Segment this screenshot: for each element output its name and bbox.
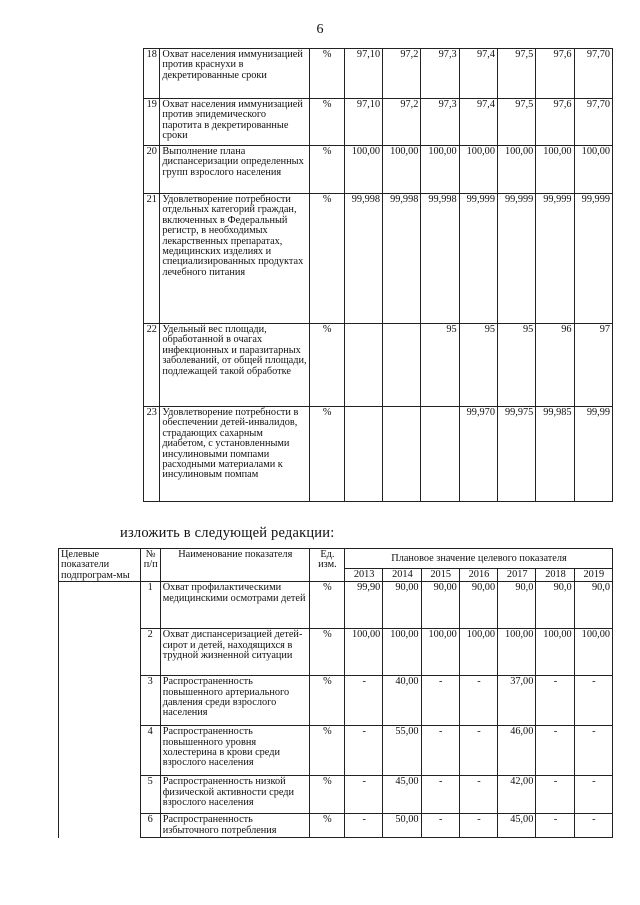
value-cell: - (421, 726, 459, 776)
indicator-name: Удельный вес площади, обработанной в очагах инфекционных и паразитарных заболеваний, от общей площади, подлежащей такой обработке (160, 324, 309, 407)
value-cell: 100,00 (536, 629, 574, 676)
value-cell: 37,00 (498, 676, 536, 726)
value-cell: - (421, 676, 459, 726)
value-cell: 97,6 (536, 99, 574, 146)
value-cell: 97,70 (574, 99, 612, 146)
value-cell: 100,00 (421, 146, 459, 194)
value-cell: - (574, 776, 612, 814)
value-cell: 97,10 (344, 49, 382, 99)
value-cell: 99,998 (421, 194, 459, 324)
value-cell: 99,985 (536, 407, 574, 502)
header-group: Целевые показатели подпрограм-мы (59, 549, 141, 582)
value-cell: 99,99 (574, 407, 612, 502)
value-cell: - (536, 776, 574, 814)
table-row (58, 324, 613, 407)
row-number: 2 (140, 629, 160, 676)
value-cell: 99,998 (383, 194, 421, 324)
header-planned: Плановое значение целевого показателя (345, 549, 613, 569)
row-number: 23 (144, 407, 160, 502)
value-cell: 100,00 (421, 629, 459, 676)
table-row (58, 146, 613, 194)
year-header: 2019 (574, 568, 612, 582)
value-cell: 97,6 (536, 49, 574, 99)
row-number: 6 (140, 814, 160, 838)
indicator-name: Удовлетворение потребности в обеспечении детей-инвалидов, страдающих сахарным диабетом, с установленными инсулиновыми помпами расходными материалами к инсулиновым помпам (160, 407, 309, 502)
group-cell-empty (59, 582, 141, 629)
table-row (59, 776, 613, 814)
value-cell: 95 (421, 324, 459, 407)
value-cell: 100,00 (574, 629, 612, 676)
group-cell-empty (59, 629, 141, 676)
value-cell: 42,00 (498, 776, 536, 814)
year-header: 2014 (383, 568, 421, 582)
group-cell-empty (59, 814, 141, 838)
indicator-name: Распространенность низкой физической активности среди взрослого населения (160, 776, 309, 814)
table-row (59, 582, 613, 629)
value-cell: 99,999 (574, 194, 612, 324)
value-cell: - (345, 676, 383, 726)
value-cell: 95 (459, 324, 497, 407)
value-cell: 99,975 (497, 407, 535, 502)
group-cell-empty (59, 676, 141, 726)
row-number: 18 (144, 49, 160, 99)
table-row (59, 676, 613, 726)
value-cell: 96 (536, 324, 574, 407)
value-cell: 97,4 (459, 99, 497, 146)
year-header: 2018 (536, 568, 574, 582)
value-cell: - (459, 776, 497, 814)
value-cell: - (574, 726, 612, 776)
value-cell: - (345, 776, 383, 814)
value-cell: 90,00 (459, 582, 497, 629)
value-cell: 45,00 (498, 814, 536, 838)
value-cell: 90,0 (536, 582, 574, 629)
row-number: 19 (144, 99, 160, 146)
indicator-name: Распространенность повышенного артериального давления среди взрослого населения (160, 676, 309, 726)
value-cell: 97,3 (421, 49, 459, 99)
row-number: 4 (140, 726, 160, 776)
indicator-name: Охват профилактическими медицинскими осмотрами детей (160, 582, 309, 629)
value-cell: 95 (497, 324, 535, 407)
value-cell: 99,999 (536, 194, 574, 324)
value-cell: 99,970 (459, 407, 497, 502)
table-row (58, 407, 613, 502)
value-cell: - (459, 726, 497, 776)
indicator-name: Удовлетворение потребности отдельных категорий граждан, включенных в Федеральный регистр, в необходимых лекарственных препаратах, медицинских изделиях и специализированных продуктах лечебного питания (160, 194, 309, 324)
header-unit: Ед. изм. (309, 549, 344, 582)
row-number: 22 (144, 324, 160, 407)
group-cell-empty (58, 99, 144, 146)
value-cell: - (345, 726, 383, 776)
year-header: 2017 (498, 568, 536, 582)
value-cell: - (536, 676, 574, 726)
indicators-table-new (58, 548, 613, 838)
value-cell: 99,90 (345, 582, 383, 629)
value-cell: 99,999 (459, 194, 497, 324)
value-cell: 100,00 (574, 146, 612, 194)
group-cell-empty (59, 726, 141, 776)
year-header: 2013 (345, 568, 383, 582)
header-name: Наименование показателя (160, 549, 309, 582)
value-cell: - (421, 776, 459, 814)
indicator-name: Охват населения иммунизацией против эпидемического паротита в декретированные сроки (160, 99, 309, 146)
header-num: № п/п (140, 549, 160, 582)
group-cell-empty (58, 194, 144, 324)
value-cell: - (421, 814, 459, 838)
row-number: 21 (144, 194, 160, 324)
value-cell (344, 407, 382, 502)
page-number: 6 (316, 22, 324, 37)
year-header: 2016 (459, 568, 497, 582)
value-cell: 46,00 (498, 726, 536, 776)
value-cell: 45,00 (383, 776, 421, 814)
value-cell (383, 407, 421, 502)
value-cell: 100,00 (383, 629, 421, 676)
value-cell: 97,70 (574, 49, 612, 99)
value-cell: 55,00 (383, 726, 421, 776)
unit-cell: % (309, 407, 344, 502)
value-cell: - (536, 814, 574, 838)
value-cell: 100,00 (383, 146, 421, 194)
amendment-statement: изложить в следующей редакции: (120, 525, 335, 541)
unit-cell: % (309, 99, 344, 146)
indicator-name: Распространенность повышенного уровня холестерина в крови среди взрослого населения (160, 726, 309, 776)
unit-cell: % (309, 726, 344, 776)
value-cell: - (574, 814, 612, 838)
table-row (58, 99, 613, 146)
unit-cell: % (309, 629, 344, 676)
row-number: 5 (140, 776, 160, 814)
value-cell (383, 324, 421, 407)
value-cell: - (536, 726, 574, 776)
value-cell (344, 324, 382, 407)
value-cell: 100,00 (498, 629, 536, 676)
value-cell: 99,998 (344, 194, 382, 324)
value-cell (421, 407, 459, 502)
value-cell: 50,00 (383, 814, 421, 838)
unit-cell: % (309, 814, 344, 838)
indicators-table-continued (58, 48, 613, 502)
row-number: 1 (140, 582, 160, 629)
value-cell: 90,0 (574, 582, 612, 629)
indicator-name: Выполнение плана диспансеризации определенных групп взрослого населения (160, 146, 309, 194)
value-cell: 90,0 (498, 582, 536, 629)
value-cell: 100,00 (345, 629, 383, 676)
table-row (59, 726, 613, 776)
unit-cell: % (309, 582, 344, 629)
value-cell: 99,999 (497, 194, 535, 324)
value-cell: - (574, 676, 612, 726)
year-header: 2015 (421, 568, 459, 582)
value-cell: - (459, 676, 497, 726)
indicator-name: Охват диспансеризацией детей-сирот и детей, находящихся в трудной жизненной ситуации (160, 629, 309, 676)
value-cell: 97,5 (497, 49, 535, 99)
indicator-name: Охват населения иммунизацией против краснухи в декретированные сроки (160, 49, 309, 99)
value-cell: 100,00 (497, 146, 535, 194)
group-cell-empty (58, 146, 144, 194)
group-cell-empty (58, 49, 144, 99)
value-cell: 97 (574, 324, 612, 407)
value-cell: 97,2 (383, 49, 421, 99)
unit-cell: % (309, 146, 344, 194)
unit-cell: % (309, 49, 344, 99)
value-cell: 97,4 (459, 49, 497, 99)
value-cell: 100,00 (344, 146, 382, 194)
unit-cell: % (309, 194, 344, 324)
value-cell: 90,00 (383, 582, 421, 629)
value-cell: - (345, 814, 383, 838)
table-row (59, 629, 613, 676)
indicator-name: Распространенность избыточного потребления (160, 814, 309, 838)
value-cell: 97,10 (344, 99, 382, 146)
group-cell-empty (58, 324, 144, 407)
value-cell: 100,00 (536, 146, 574, 194)
group-cell-empty (58, 407, 144, 502)
value-cell: 97,3 (421, 99, 459, 146)
value-cell: 90,00 (421, 582, 459, 629)
row-number: 3 (140, 676, 160, 726)
value-cell: 40,00 (383, 676, 421, 726)
group-cell-empty (59, 776, 141, 814)
table-row (58, 194, 613, 324)
unit-cell: % (309, 324, 344, 407)
row-number: 20 (144, 146, 160, 194)
unit-cell: % (309, 776, 344, 814)
table-row (58, 49, 613, 99)
value-cell: 97,5 (497, 99, 535, 146)
value-cell: 100,00 (459, 146, 497, 194)
value-cell: 100,00 (459, 629, 497, 676)
value-cell: - (459, 814, 497, 838)
value-cell: 97,2 (383, 99, 421, 146)
table-row (59, 814, 613, 838)
unit-cell: % (309, 676, 344, 726)
